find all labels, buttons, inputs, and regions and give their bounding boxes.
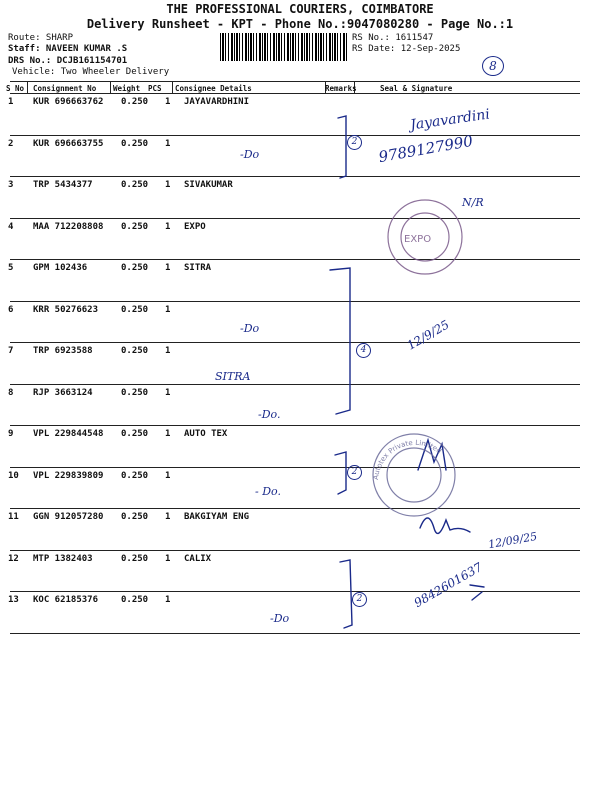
recipient-signature: Jayavardini bbox=[409, 106, 491, 134]
handwritten-nr: N/R bbox=[462, 196, 484, 209]
autotex-stamp-label: Autotex Private Limited bbox=[371, 438, 443, 481]
consignment-number: KOC 62185376 bbox=[33, 595, 99, 605]
ditto-mark: - Do. bbox=[255, 485, 281, 498]
serial-number: 2 bbox=[8, 138, 14, 149]
pcs-value: 1 bbox=[165, 387, 171, 398]
serial-number: 5 bbox=[8, 263, 14, 273]
consignee-name: CALIX bbox=[184, 553, 212, 564]
pcs-value: 1 bbox=[165, 180, 171, 190]
weight-value: 0.250 bbox=[121, 263, 149, 273]
pcs-value: 1 bbox=[165, 470, 171, 481]
route-label: Route: SHARP bbox=[8, 33, 74, 43]
pcs-value: 1 bbox=[165, 263, 171, 273]
consignee-name: JAYAVARDHINI bbox=[184, 97, 250, 107]
weight-value: 0.250 bbox=[121, 553, 149, 564]
consignment-number: KUR 696663762 bbox=[33, 97, 104, 107]
pcs-value: 1 bbox=[165, 97, 171, 107]
pcs-value: 1 bbox=[165, 512, 171, 522]
consignee-name: SITRA bbox=[184, 263, 212, 273]
col-sno: S No bbox=[6, 84, 25, 93]
consignee-name: BAKGIYAM ENG bbox=[184, 512, 250, 522]
consignment-number: TRP 6923588 bbox=[33, 346, 93, 356]
consignee-name: EXPO bbox=[184, 221, 206, 232]
pcs-value: 1 bbox=[165, 553, 171, 564]
rs-date: RS Date: 12-Sep-2025 bbox=[352, 44, 461, 54]
weight-value: 0.250 bbox=[121, 595, 149, 605]
col-consignee: Consignee Details bbox=[175, 84, 252, 93]
handwritten-date: 12/9/25 bbox=[404, 317, 452, 353]
pcs-value: 1 bbox=[165, 595, 171, 605]
consignment-number: KUR 696663755 bbox=[33, 138, 104, 149]
col-seal-signature: Seal & Signature bbox=[380, 84, 453, 93]
serial-number: 9 bbox=[8, 429, 14, 439]
remark-count: 2 bbox=[347, 465, 362, 480]
consignment-number: MAA 712208808 bbox=[33, 221, 104, 232]
pcs-value: 1 bbox=[165, 138, 171, 149]
serial-number: 6 bbox=[8, 304, 14, 315]
col-weight: Weight bbox=[113, 84, 141, 93]
consignment-number: VPL 229839809 bbox=[33, 470, 104, 481]
remark-count: 4 bbox=[356, 343, 371, 358]
weight-value: 0.250 bbox=[121, 512, 149, 522]
weight-value: 0.250 bbox=[121, 346, 149, 356]
col-consignment: Consignment No bbox=[33, 84, 97, 93]
pcs-value: 1 bbox=[165, 304, 171, 315]
serial-number: 3 bbox=[8, 180, 14, 190]
consignee-name: AUTO TEX bbox=[184, 429, 228, 439]
svg-text:Autotex Private Limited bbox=[372, 439, 443, 480]
autotex-stamp bbox=[372, 434, 455, 516]
weight-value: 0.250 bbox=[121, 387, 149, 398]
remark-count: 2 bbox=[347, 135, 362, 150]
weight-value: 0.250 bbox=[121, 180, 149, 190]
col-pcs: PCS bbox=[148, 84, 162, 93]
pcs-value: 1 bbox=[165, 346, 171, 356]
ditto-mark: -Do bbox=[240, 148, 260, 161]
expo-stamp-label: EXPO bbox=[404, 234, 432, 245]
serial-number: 8 bbox=[8, 387, 14, 398]
serial-number: 7 bbox=[8, 346, 14, 356]
remark-count: 2 bbox=[352, 592, 367, 607]
weight-value: 0.250 bbox=[121, 138, 149, 149]
serial-number: 12 bbox=[8, 553, 19, 564]
consignment-number: GPM 102436 bbox=[33, 263, 88, 273]
vehicle-label: Vehicle: Two Wheeler Delivery bbox=[12, 67, 170, 77]
ditto-mark: -Do bbox=[240, 322, 260, 335]
ditto-mark: -Do bbox=[270, 612, 290, 625]
col-remarks: Remarks bbox=[325, 84, 357, 93]
consignment-number: KRR 50276623 bbox=[33, 304, 99, 315]
consignment-number: RJP 3663124 bbox=[33, 387, 93, 398]
serial-number: 11 bbox=[8, 512, 19, 522]
serial-number: 4 bbox=[8, 221, 14, 232]
ditto-mark: -Do. bbox=[258, 408, 281, 421]
pcs-value: 1 bbox=[165, 221, 171, 232]
pcs-value: 1 bbox=[165, 429, 171, 439]
weight-value: 0.250 bbox=[121, 470, 149, 481]
consignment-number: GGN 912057280 bbox=[33, 512, 104, 522]
consignment-number: VPL 229844548 bbox=[33, 429, 104, 439]
rs-number: RS No.: 1611547 bbox=[352, 33, 434, 43]
serial-number: 1 bbox=[8, 97, 14, 107]
weight-value: 0.250 bbox=[121, 221, 149, 232]
handwritten-sitra: SITRA bbox=[215, 370, 251, 383]
consignee-name: SIVAKUMAR bbox=[184, 180, 233, 190]
serial-number: 13 bbox=[8, 595, 19, 605]
runsheet-subtitle: Delivery Runsheet - KPT - Phone No.:9047080280 - Page No.:1 bbox=[86, 17, 514, 31]
consignment-number: MTP 1382403 bbox=[33, 553, 93, 564]
weight-value: 0.250 bbox=[121, 429, 149, 439]
handwritten-phone: 9789127990 bbox=[377, 131, 475, 167]
company-title: THE PROFESSIONAL COURIERS, COIMBATORE bbox=[166, 2, 434, 16]
consignment-number: TRP 5434377 bbox=[33, 180, 93, 190]
handwritten-date: 12/09/25 bbox=[487, 529, 539, 552]
staff-label: Staff: NAVEEN KUMAR .S bbox=[8, 44, 128, 54]
serial-number: 10 bbox=[8, 470, 19, 481]
weight-value: 0.250 bbox=[121, 97, 149, 107]
drs-label: DRS No.: DCJB161154701 bbox=[8, 56, 128, 66]
expo-stamp bbox=[388, 200, 462, 274]
weight-value: 0.250 bbox=[121, 304, 149, 315]
circled-page-mark: 8 bbox=[482, 56, 504, 76]
handwritten-phone: 9842601637 bbox=[411, 559, 485, 611]
